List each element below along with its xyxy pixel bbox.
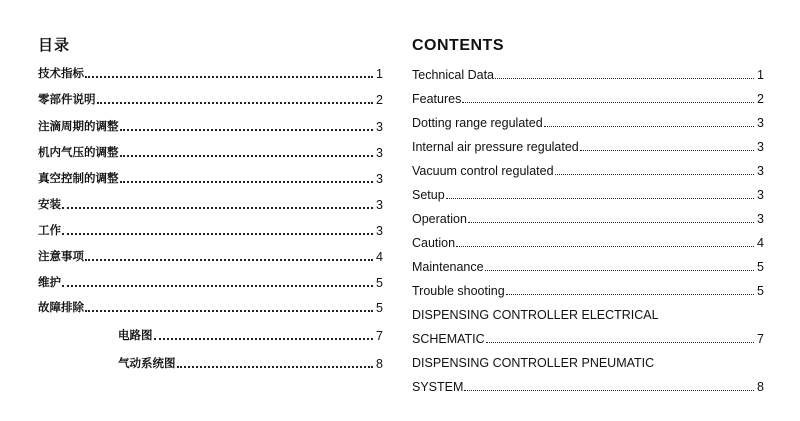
toc-entry-label: 故障排除: [38, 300, 84, 314]
dot-leader: [486, 341, 754, 343]
toc-entry-page: 4: [757, 236, 764, 250]
toc-entry-label: 电路图: [118, 328, 153, 342]
toc-entry-en-heading-line: [412, 350, 764, 370]
dot-leader: [85, 309, 373, 312]
toc-entry-en[interactable]: [412, 206, 764, 226]
dot-leader: [464, 389, 754, 391]
toc-entry-label: DISPENSING CONTROLLER ELECTRICAL: [412, 308, 659, 322]
toc-entry-label: 技术指标: [38, 66, 84, 80]
dot-leader: [446, 197, 754, 199]
toc-entry-en[interactable]: [412, 110, 764, 130]
toc-entry-label: DISPENSING CONTROLLER PNEUMATIC: [412, 356, 655, 370]
toc-entry-label: 零部件说明: [38, 92, 96, 106]
dot-leader: [120, 180, 374, 183]
toc-entry-label: Technical Data: [412, 68, 494, 82]
dot-leader: [120, 154, 374, 157]
dot-leader: [85, 75, 373, 78]
toc-entry-cn[interactable]: [38, 61, 383, 81]
toc-entry-cn[interactable]: [38, 166, 383, 186]
dot-leader: [485, 269, 754, 271]
toc-entry-page: 3: [376, 146, 383, 160]
toc-entry-label: 气动系统图: [118, 356, 176, 370]
toc-entry-en[interactable]: [412, 278, 764, 298]
dot-leader: [555, 173, 755, 175]
toc-entry-page: 8: [757, 380, 764, 394]
dot-leader: [462, 101, 754, 103]
dot-leader: [97, 101, 374, 104]
dot-leader: [580, 149, 754, 151]
toc-entry-page: 1: [757, 68, 764, 82]
dot-leader: [456, 245, 754, 247]
toc-entry-cn[interactable]: [38, 140, 383, 160]
toc-entry-page: 5: [376, 276, 383, 290]
toc-entry-cn[interactable]: [38, 351, 383, 371]
dot-leader: [177, 365, 374, 368]
dot-leader: [154, 337, 374, 340]
toc-entry-cn[interactable]: [38, 87, 383, 107]
toc-entry-label: Dotting range regulated: [412, 116, 543, 130]
toc-entry-label: 机内气压的调整: [38, 145, 119, 159]
toc-entry-label: Setup: [412, 188, 445, 202]
toc-entry-label: Features: [412, 92, 462, 106]
toc-entry-en[interactable]: [412, 230, 764, 250]
toc-entry-page: 3: [376, 120, 383, 134]
toc-entry-cn[interactable]: [38, 323, 383, 343]
toc-entry-label: Operation: [412, 212, 467, 226]
toc-entry-cn[interactable]: [38, 192, 383, 212]
dot-leader: [544, 125, 754, 127]
toc-entry-en[interactable]: [412, 374, 764, 394]
dot-leader: [62, 206, 373, 209]
dot-leader: [468, 221, 754, 223]
toc-entry-label: 注意事项: [38, 249, 84, 263]
toc-entry-page: 3: [376, 172, 383, 186]
toc-entry-page: 2: [757, 92, 764, 106]
toc-entry-label: Maintenance: [412, 260, 484, 274]
toc-entry-en[interactable]: [412, 182, 764, 202]
toc-entry-page: 2: [376, 93, 383, 107]
toc-entry-label: SCHEMATIC: [412, 332, 485, 346]
toc-entry-label: SYSTEM: [412, 380, 464, 394]
toc-entry-page: 5: [757, 284, 764, 298]
toc-entry-en[interactable]: [412, 86, 764, 106]
toc-entry-label: Vacuum control regulated: [412, 164, 554, 178]
toc-entry-page: 5: [376, 301, 383, 315]
toc-entry-label: Internal air pressure regulated: [412, 140, 579, 154]
toc-entry-label: 安装: [38, 197, 61, 211]
toc-entry-page: 4: [376, 250, 383, 264]
toc-entry-en[interactable]: [412, 326, 764, 346]
toc-entry-en[interactable]: [412, 134, 764, 154]
toc-entry-en[interactable]: [412, 254, 764, 274]
toc-entry-label: 注滴周期的调整: [38, 119, 119, 133]
toc-entry-page: 3: [757, 116, 764, 130]
toc-entry-cn[interactable]: [38, 244, 383, 264]
toc-entry-page: 3: [757, 212, 764, 226]
dot-leader: [495, 77, 754, 79]
toc-entry-page: 8: [376, 357, 383, 371]
toc-entry-label: Trouble shooting: [412, 284, 505, 298]
toc-entry-label: 真空控制的调整: [38, 171, 119, 185]
toc-entry-page: 3: [757, 164, 764, 178]
dot-leader: [120, 128, 374, 131]
toc-entry-page: 3: [376, 198, 383, 212]
toc-entry-page: 7: [376, 329, 383, 343]
toc-entry-cn[interactable]: [38, 114, 383, 134]
toc-heading-en: CONTENTS: [412, 37, 504, 54]
dot-leader: [85, 258, 373, 261]
toc-entry-cn[interactable]: [38, 270, 383, 290]
toc-entry-page: 3: [376, 224, 383, 238]
toc-entry-label: 维护: [38, 275, 61, 289]
toc-entry-cn[interactable]: [38, 218, 383, 238]
toc-entry-cn[interactable]: [38, 295, 383, 315]
toc-entry-page: 3: [757, 188, 764, 202]
toc-entry-en[interactable]: [412, 62, 764, 82]
dot-leader: [62, 284, 373, 287]
toc-entry-label: Caution: [412, 236, 456, 250]
toc-entry-page: 5: [757, 260, 764, 274]
toc-entry-page: 1: [376, 67, 383, 81]
toc-entry-en-heading-line: [412, 302, 764, 322]
toc-entry-page: 7: [757, 332, 764, 346]
dot-leader: [506, 293, 754, 295]
toc-heading-cn: 目录: [38, 36, 71, 54]
dot-leader: [62, 232, 373, 235]
toc-entry-label: 工作: [38, 223, 61, 237]
toc-entry-en[interactable]: [412, 158, 764, 178]
toc-entry-page: 3: [757, 140, 764, 154]
